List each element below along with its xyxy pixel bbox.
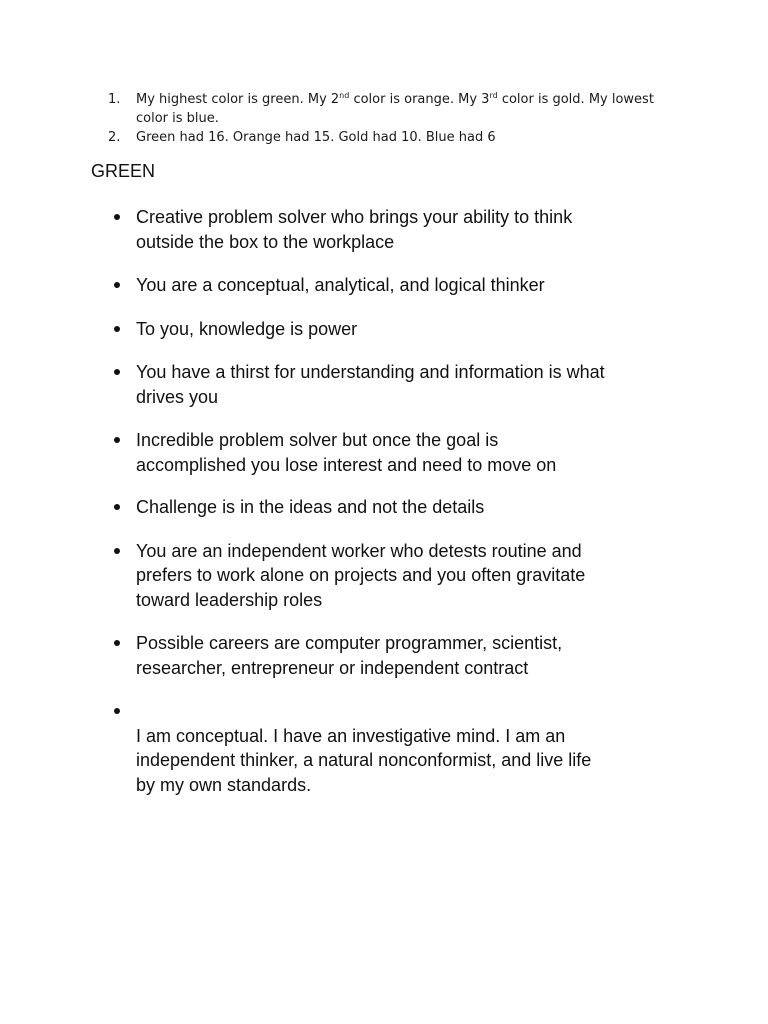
list-item-text: Green had 16. Orange had 15. Gold had 10. Blue had 6: [136, 130, 496, 145]
numbered-list: [108, 90, 668, 147]
bullet-item: [112, 699, 612, 797]
bullet-text: You are an independent worker who detests routine and prefers to work alone on projects and you often gravitate toward leadership roles: [136, 540, 586, 610]
bullet-item: [112, 273, 612, 298]
bullet-item: [112, 495, 612, 520]
bullet-dot-icon: [114, 437, 120, 443]
bullet-text: Incredible problem solver but once the goal is accomplished you lose interest and need to move on: [136, 430, 557, 475]
bullet-text: Challenge is in the ideas and not the details: [136, 497, 485, 517]
bullet-dot-icon: [114, 548, 120, 554]
bullet-item: [112, 428, 612, 477]
bullet-text: You have a thirst for understanding and information is what drives you: [136, 362, 605, 407]
bullet-text: I am conceptual. I have an investigative mind. I am an independent thinker, a natural nonconformist, and live life by my own standards.: [136, 725, 592, 795]
section-heading: GREEN: [91, 161, 156, 181]
bullet-item: [112, 317, 612, 342]
numbered-item-1: [108, 90, 668, 128]
bullet-text: You are a conceptual, analytical, and logical thinker: [136, 275, 545, 295]
list-number: 2.: [108, 130, 121, 145]
list-item-text: My highest color is green. My 2nd color is orange. My 3rd color is gold. My lowest color is blue.: [136, 91, 654, 126]
bullet-dot-icon: [114, 640, 120, 646]
bullet-text: Creative problem solver who brings your ability to think outside the box to the workplace: [136, 207, 573, 252]
bullet-dot-icon: [114, 326, 120, 332]
bullet-text: To you, knowledge is power: [136, 318, 358, 339]
bullet-list: [112, 205, 612, 816]
bullet-dot-icon: [114, 708, 120, 714]
bullet-item: [112, 205, 612, 254]
bullet-item: [112, 631, 612, 680]
list-number: 1.: [108, 92, 121, 107]
bullet-dot-icon: [114, 369, 120, 375]
bullet-text: Possible careers are computer programmer, scientist, researcher, entrepreneur or independent contract: [136, 633, 563, 678]
bullet-dot-icon: [114, 504, 120, 510]
bullet-item: [112, 360, 612, 409]
bullet-item: [112, 539, 612, 613]
bullet-dot-icon: [114, 282, 120, 288]
numbered-item-2: [108, 128, 668, 147]
bullet-dot-icon: [114, 214, 120, 220]
empty-line: [136, 699, 612, 724]
